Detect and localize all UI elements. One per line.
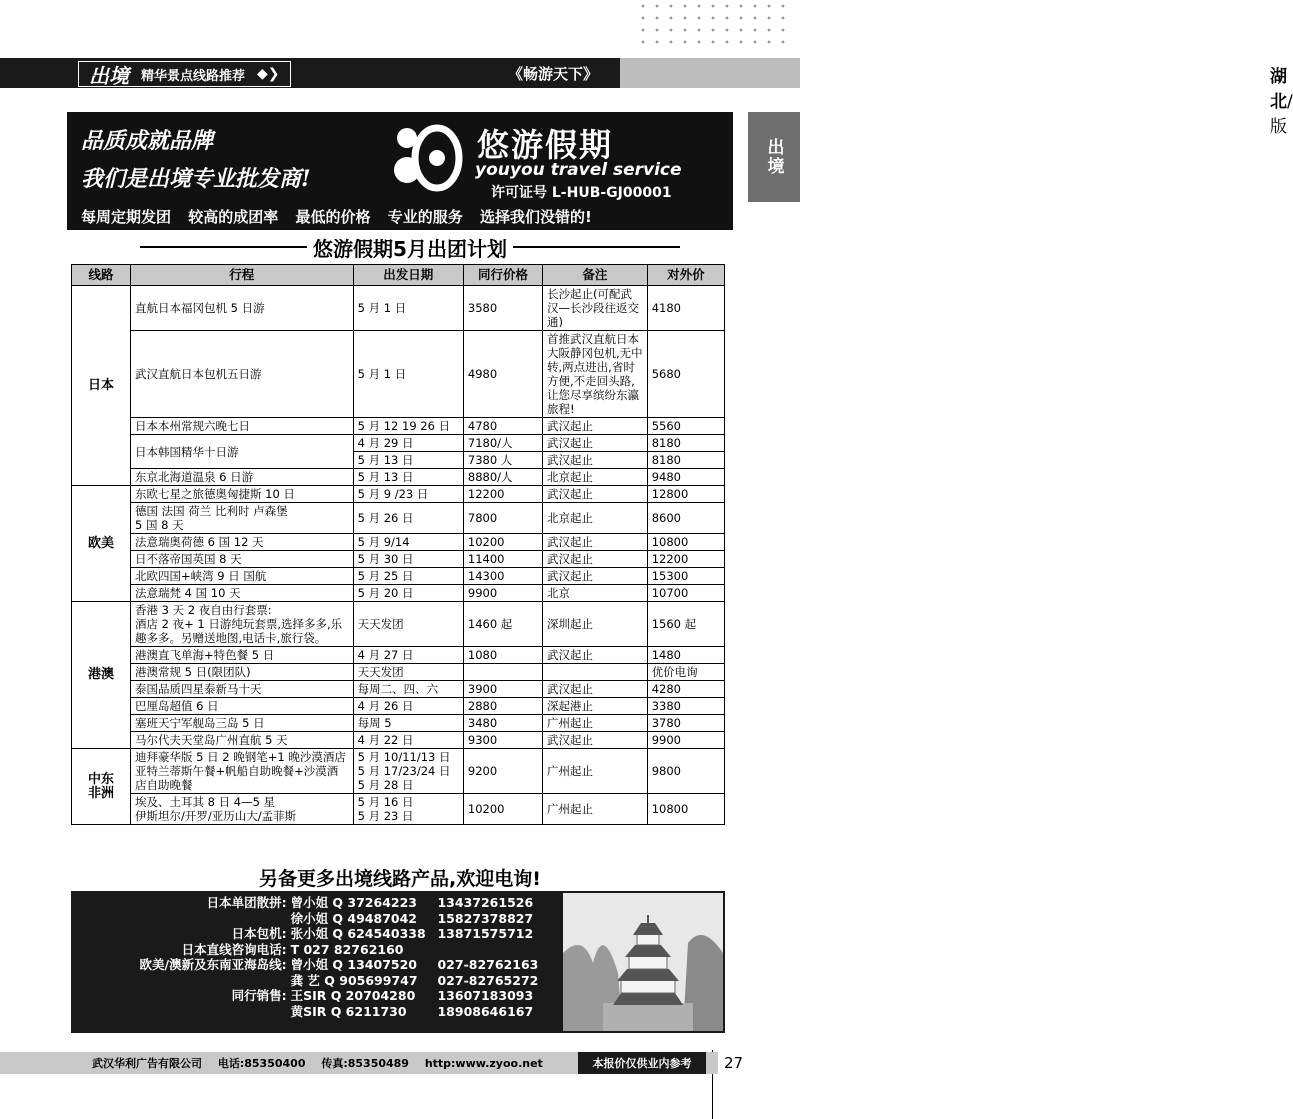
table-row (72, 732, 725, 749)
contact-label: 日本单团散拼: (206, 895, 287, 910)
magazine-name: 《畅游天下》 (508, 65, 599, 83)
table-row (72, 664, 725, 681)
company-banner (67, 112, 733, 230)
sale-cell: 8600 (647, 503, 724, 534)
route-cell: 港澳直飞单海+特色餐 5 日 (130, 647, 353, 664)
table-row (72, 551, 725, 568)
table-row (72, 435, 725, 452)
header-black-bar (0, 58, 620, 88)
slogan-line-1: 品质成就品牌 (81, 128, 214, 154)
sale-cell: 9800 (647, 749, 724, 794)
sale-cell: 10700 (647, 585, 724, 602)
page-number: 27 (724, 1054, 744, 1072)
table-row (72, 794, 725, 825)
route-cell: 泰国品质四星泰新马十天 (130, 681, 353, 698)
route-cell: 法意瑞奥荷德 6 国 12 天 (130, 534, 353, 551)
price-cell: 2880 (463, 698, 542, 715)
contact-label: 同行销售: (231, 988, 287, 1003)
date-cell: 4 月 26 日 (353, 698, 463, 715)
header-section-title: 出境 (89, 63, 129, 88)
sale-cell: 9480 (647, 469, 724, 486)
sale-cell: 12200 (647, 551, 724, 568)
footer-disclaimer: 本报价仅供业内参考 (578, 1052, 706, 1074)
sale-cell: 5560 (647, 418, 724, 435)
date-cell: 5 月 26 日 (353, 503, 463, 534)
contact-phone: 027-82762163 (437, 957, 539, 972)
price-cell: 1460 起 (463, 602, 542, 647)
date-cell: 每周二、四、六 (353, 681, 463, 698)
feature-item: 最低的价格 (295, 208, 371, 226)
note-cell: 武汉起止 (543, 418, 648, 435)
feature-item: 每周定期发团 (81, 208, 172, 226)
note-cell: 武汉起止 (543, 534, 648, 551)
price-cell: 14300 (463, 568, 542, 585)
footer-tel: 电话:85350400 (217, 1057, 306, 1070)
table-row (72, 568, 725, 585)
contact-label: 日本直线咨询电话: (181, 941, 287, 957)
price-cell: 3580 (463, 286, 542, 331)
route-cell: 巴厘岛超值 6 日 (130, 698, 353, 715)
sale-cell: 1560 起 (647, 602, 724, 647)
contact-phone: 13607183093 (437, 988, 534, 1003)
sale-cell: 4280 (647, 681, 724, 698)
edition-region: 湖北 (1270, 67, 1287, 112)
contact-phone (437, 942, 555, 958)
note-cell: 武汉起止 (543, 647, 648, 664)
table-row (72, 331, 725, 418)
route-cell: 香港 3 天 2 夜自由行套票: 酒店 2 夜+ 1 日游纯玩套票,选择多多,乐趣多多。另赠送地图,电话卡,旅行袋。 (130, 602, 353, 647)
note-cell: 武汉起止 (543, 568, 648, 585)
contact-name: T 027 82762160 (290, 941, 404, 957)
contact-label (77, 911, 291, 927)
footer-info (92, 1055, 555, 1071)
contact-row (77, 1004, 555, 1020)
contact-phone: 13871575712 (437, 926, 534, 941)
feature-list (81, 206, 604, 227)
sale-cell: 10800 (647, 534, 724, 551)
table-row (72, 698, 725, 715)
header-cell: 行程 (130, 265, 353, 286)
sale-cell: 4180 (647, 286, 724, 331)
price-cell: 1080 (463, 647, 542, 664)
sale-cell: 8180 (647, 435, 724, 452)
header-gray-bar (620, 58, 1293, 137)
route-cell: 武汉直航日本包机五日游 (130, 331, 353, 418)
note-cell: 广州起止 (543, 749, 648, 794)
route-cell: 埃及、土耳其 8 日 4—5 星 伊斯坦尔/开罗/亚历山大/孟菲斯 (130, 794, 353, 825)
note-cell: 武汉起止 (543, 551, 648, 568)
sale-cell: 5680 (647, 331, 724, 418)
license-number: 许可证号 L-HUB-GJ00001 (491, 185, 672, 201)
note-cell: 广州起止 (543, 715, 648, 732)
company-logo-icon (389, 118, 469, 198)
table-row (72, 418, 725, 435)
route-cell: 东欧七星之旅德奥匈捷斯 10 日 (130, 486, 353, 503)
sale-cell: 3380 (647, 698, 724, 715)
company-name-en: youyou travel service (475, 160, 682, 180)
table-row (72, 681, 725, 698)
contact-name: 曾小姐 Q 13407520 (290, 957, 417, 972)
note-cell: 武汉起止 (543, 452, 648, 469)
date-cell: 天天发团 (353, 602, 463, 647)
contact-label: 日本包机: (231, 926, 287, 941)
plan-title: 悠游假期5月出团计划 (313, 236, 507, 261)
diamond-arrow-icon: ◆❯ (257, 66, 280, 82)
note-cell: 首推武汉直航日本大阪静冈包机,无中转,两点进出,省时方便,不走回头路,让您尽享缤纷东瀛旅程! (543, 331, 648, 418)
note-cell: 北京起止 (543, 469, 648, 486)
contact-name: 王SIR Q 20704280 (290, 988, 416, 1003)
edition-label (1270, 62, 1293, 137)
table-row (72, 749, 725, 794)
footer-company: 武汉华利广告有限公司 (92, 1057, 202, 1070)
footer-fax: 传真:85350489 (321, 1057, 409, 1070)
header-cell: 同行价格 (463, 265, 542, 286)
title-rule-right (513, 246, 680, 248)
header-subtitle: 精华景点线路推荐 (141, 68, 246, 84)
page-header (0, 58, 1293, 137)
table-row (72, 286, 725, 331)
contact-panel (71, 891, 725, 1033)
feature-item: 选择我们没错的! (480, 208, 592, 226)
contact-name: 曾小姐 Q 37264223 (290, 895, 417, 910)
price-cell: 7180/人 (463, 435, 542, 452)
price-cell: 9200 (463, 749, 542, 794)
header-cell: 对外价 (647, 265, 724, 286)
note-cell (543, 664, 648, 681)
contact-label (77, 973, 291, 989)
region-cell: 中东 非洲 (72, 749, 131, 825)
date-cell: 5 月 25 日 (353, 568, 463, 585)
table-row (72, 602, 725, 647)
price-cell: 4980 (463, 331, 542, 418)
price-cell: 10200 (463, 794, 542, 825)
page-footer (0, 1052, 718, 1074)
note-cell: 深圳起止 (543, 602, 648, 647)
contact-row (77, 988, 555, 1004)
date-cell: 5 月 1 日 (353, 331, 463, 418)
contact-row (77, 911, 555, 927)
table-row (72, 534, 725, 551)
price-cell: 9300 (463, 732, 542, 749)
contact-name: 黄SIR Q 6211730 (290, 1003, 407, 1019)
table-header-row (72, 265, 725, 286)
date-cell: 5 月 20 日 (353, 585, 463, 602)
date-cell: 5 月 12 19 26 日 (353, 418, 463, 435)
feature-item: 专业的服务 (387, 208, 463, 226)
edition-suffix: /版 (1270, 92, 1293, 137)
route-cell: 北欧四国+峡湾 9 日 国航 (130, 568, 353, 585)
route-cell: 日本韩国精华十日游 (130, 435, 353, 469)
contact-row (77, 926, 555, 942)
date-cell: 每周 5 (353, 715, 463, 732)
contact-phone: 13437261526 (437, 895, 534, 910)
contact-phone: 027-82765272 (437, 972, 539, 988)
route-cell: 塞班天宁军舰岛三岛 5 日 (130, 715, 353, 732)
price-cell: 3480 (463, 715, 542, 732)
route-cell: 德国 法国 荷兰 比利时 卢森堡 5 国 8 天 (130, 503, 353, 534)
contact-name: 徐小姐 Q 49487042 (290, 910, 417, 926)
schedule-table (71, 264, 725, 825)
contact-name: 张小姐 Q 624540338 (290, 926, 426, 941)
date-cell: 5 月 30 日 (353, 551, 463, 568)
region-cell: 日本 (72, 286, 131, 486)
contact-name: 龚 艺 Q 905699747 (290, 972, 418, 988)
decorative-dots (636, 0, 786, 50)
price-cell: 11400 (463, 551, 542, 568)
footer-url[interactable]: http:www.zyoo.net (424, 1057, 543, 1070)
route-cell: 港澳常规 5 日(限团队) (130, 664, 353, 681)
price-cell: 3900 (463, 681, 542, 698)
note-cell: 北京起止 (543, 503, 648, 534)
price-cell: 7380 人 (463, 452, 542, 469)
more-products-text: 另备更多出境线路产品,欢迎电询! (259, 868, 541, 890)
sale-cell: 8180 (647, 452, 724, 469)
note-cell: 武汉起止 (543, 486, 648, 503)
date-cell: 4 月 27 日 (353, 647, 463, 664)
table-row (72, 503, 725, 534)
sale-cell: 3780 (647, 715, 724, 732)
contact-list (77, 895, 555, 1019)
price-cell: 4780 (463, 418, 542, 435)
note-cell: 深起港止 (543, 698, 648, 715)
table-row (72, 647, 725, 664)
date-cell: 4 月 22 日 (353, 732, 463, 749)
route-cell: 日不落帝国英国 8 天 (130, 551, 353, 568)
region-cell: 欧美 (72, 486, 131, 602)
header-section-box (78, 61, 291, 87)
sale-cell: 9900 (647, 732, 724, 749)
date-cell: 5 月 9 /23 日 (353, 486, 463, 503)
header-cell: 线路 (72, 265, 131, 286)
contact-label: 欧美/澳新及东南亚海岛线: (139, 957, 287, 972)
date-cell: 5 月 1 日 (353, 286, 463, 331)
header-cell: 备注 (543, 265, 648, 286)
sale-cell: 15300 (647, 568, 724, 585)
title-rule-left (140, 246, 307, 248)
contact-phone: 15827378827 (437, 910, 534, 926)
price-cell: 8880/人 (463, 469, 542, 486)
date-cell: 5 月 13 日 (353, 452, 463, 469)
date-cell: 天天发团 (353, 664, 463, 681)
route-cell: 日本本州常规六晚七日 (130, 418, 353, 435)
header-cell: 出发日期 (353, 265, 463, 286)
note-cell: 武汉起止 (543, 681, 648, 698)
feature-item: 较高的成团率 (188, 208, 279, 226)
price-cell: 12200 (463, 486, 542, 503)
note-cell: 武汉起止 (543, 732, 648, 749)
route-cell: 直航日本福冈包机 5 日游 (130, 286, 353, 331)
japanese-castle-image (563, 893, 723, 1031)
date-cell: 5 月 10/11/13 日 5 月 17/23/24 日 5 月 28 日 (353, 749, 463, 794)
price-cell: 9900 (463, 585, 542, 602)
region-cell: 港澳 (72, 602, 131, 749)
contact-row (77, 973, 555, 989)
sale-cell: 1480 (647, 647, 724, 664)
side-section-tab: 出境 (748, 112, 800, 202)
route-cell: 东京北海道温泉 6 日游 (130, 469, 353, 486)
plan-title-row (140, 234, 680, 260)
sale-cell: 12800 (647, 486, 724, 503)
note-cell: 武汉起止 (543, 435, 648, 452)
contact-row (77, 895, 555, 911)
contact-phone: 18908646167 (437, 1003, 534, 1019)
contact-row (77, 957, 555, 973)
contact-label (77, 1004, 291, 1020)
contact-row (77, 942, 555, 958)
note-cell: 广州起止 (543, 794, 648, 825)
price-cell: 7800 (463, 503, 542, 534)
route-cell: 马尔代夫天堂岛广州直航 5 天 (130, 732, 353, 749)
sale-cell: 10800 (647, 794, 724, 825)
table-row (72, 469, 725, 486)
table-row (72, 715, 725, 732)
date-cell: 5 月 9/14 (353, 534, 463, 551)
date-cell: 5 月 13 日 (353, 469, 463, 486)
slogan-line-2: 我们是出境专业批发商! (81, 166, 311, 192)
table-row (72, 486, 725, 503)
sale-cell: 优价电询 (647, 664, 724, 681)
note-cell: 长沙起止(可配武汉—长沙段往返交通) (543, 286, 648, 331)
date-cell: 5 月 16 日 5 月 23 日 (353, 794, 463, 825)
table-row (72, 585, 725, 602)
route-cell: 法意瑞梵 4 国 10 天 (130, 585, 353, 602)
date-cell: 4 月 29 日 (353, 435, 463, 452)
route-cell: 迪拜豪华版 5 日 2 晚钢笔+1 晚沙漠酒店亚特兰蒂斯午餐+帆船自助晚餐+沙漠酒店自助晚餐 (130, 749, 353, 794)
note-cell: 北京 (543, 585, 648, 602)
company-name: 悠游假期 (477, 126, 614, 164)
price-cell: 10200 (463, 534, 542, 551)
price-cell (463, 664, 542, 681)
